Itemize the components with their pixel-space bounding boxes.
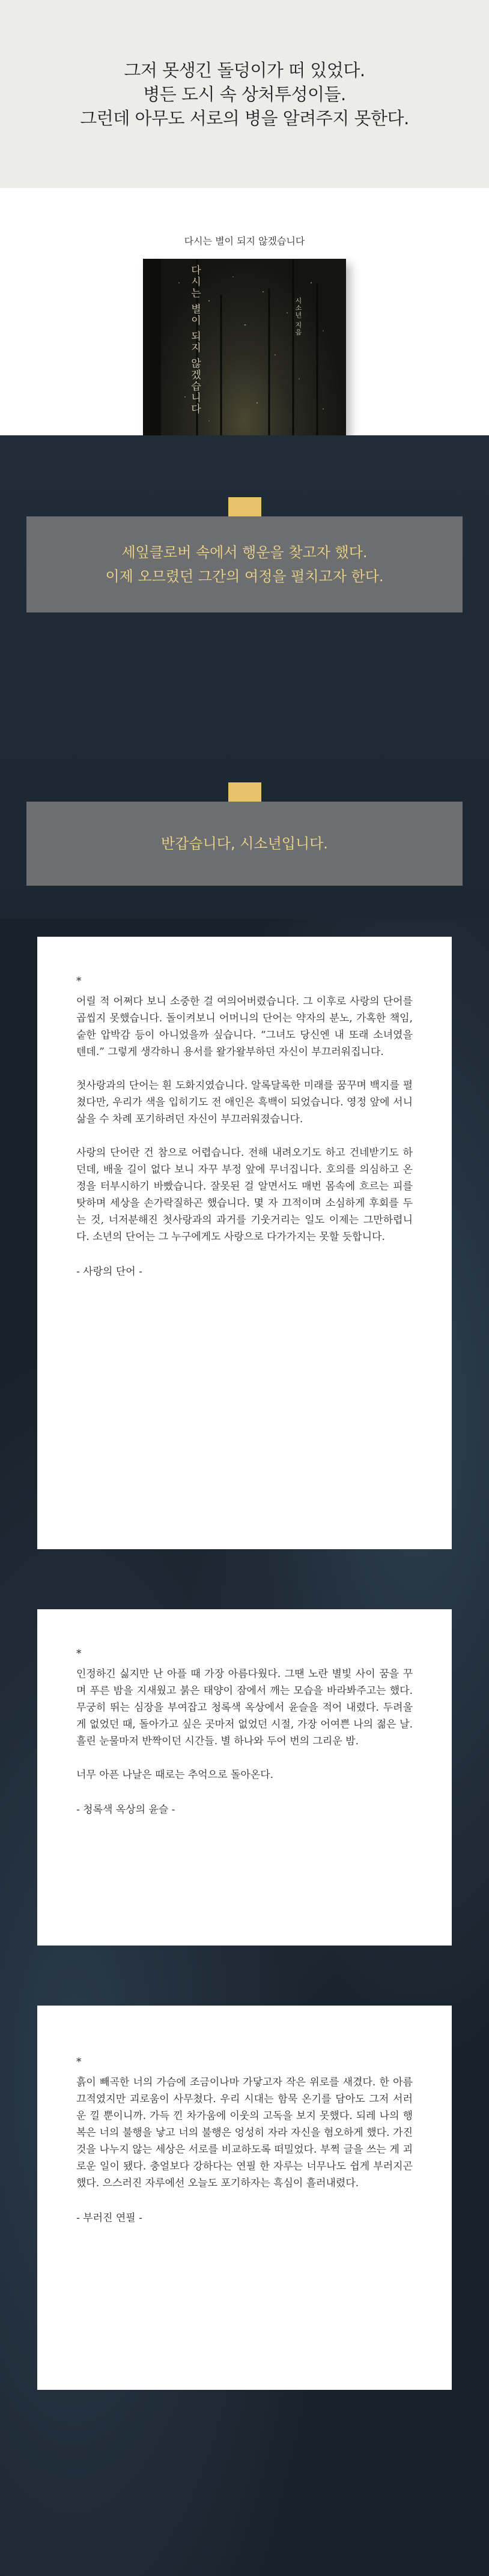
book-title: 다시는 별이 되지 않겠습니다 (184, 235, 305, 247)
banner-band (26, 516, 463, 612)
intro-section (0, 0, 489, 188)
greeting-text: 반갑습니다, 시소년입니다. (161, 835, 328, 852)
banner-line-2: 이제 오므렸던 그간의 여정을 펼치고자 한다. (105, 568, 384, 585)
intro-line-3: 그런데 아무도 서로의 병을 알려주지 못한다. (80, 107, 409, 128)
excerpt-paragraph: 사랑의 단어란 건 참으로 어렵습니다. 전해 내려오기도 하고 건네받기도 하던데, 배울 길이 없다 보니 자꾸 부정 앞에 무너집니다. 호의를 의심하고 온정을 터부시하기 바빴습니다. 잘못된 걸 알면서도 매번 몸속에 흐르는 피를 탓하며 세상을 손가락질하곤 했습니다. 몇 자 끄적이며 소심하게 후회를 두는 것, 너저분해진 첫사랑과의 과거를 기웃거리는 일도 이제는 그만하렵니다. 소년의 단어는 그 누구에게도 사랑으로 다가가지는 못할 듯합니다. (76, 1147, 413, 1243)
excerpt-signature: - 사랑의 단어 - (76, 1266, 142, 1278)
banner-line-1: 세잎클로버 속에서 행운을 찾고자 했다. (121, 544, 368, 561)
asterisk-marker: * (76, 2056, 82, 2068)
excerpt-paragraph: 어릴 적 어쩌다 보니 소중한 걸 여의어버렸습니다. 그 이후로 사랑의 단어를 곱씹지 못했습니다. 돌이켜보니 어머니의 단어는 약자의 분노, 가혹한 책임, 숱한 압박감 등이 아니었을까 싶습니다. “그녀도 당신엔 내 또래 소녀였을 텐데.” 그렇게 생각하니 용서를 왈가왈부하던 자신이 부끄러워집니다. (76, 996, 413, 1058)
greeting-band (26, 802, 463, 886)
excerpt-paragraph: 너무 아픈 나날은 때로는 추억으로 돌아온다. (76, 1769, 274, 1781)
excerpt-card (37, 937, 452, 1549)
book-section (0, 188, 489, 435)
asterisk-marker: * (76, 975, 82, 987)
excerpt-paragraph: 흙이 빼곡한 너의 가슴에 조금이나마 가닿고자 작은 위로를 새겼다. 한 아름 끄적였지만 괴로움이 사무쳤다. 우리 시대는 함묵 온기를 담아도 그저 서러운 낄 뿐이니까. 가득 낀 차가움에 이웃의 고독을 보지 못했다. 되레 나의 행복은 너의 불행을 낳고 너의 불행은 엉성히 자라 자신을 혐오하게 했다. 가진 것을 나누지 않는 세상은 서로를 비교하도록 떠밀었다. 부쩍 글을 쓰는 게 괴로운 일이 됐다. 충얼보다 강하다는 연필 한 자루는 너무나도 쉽게 부러지곤 했다. 으스러진 자루에선 오늘도 포기하자는 흑심이 흘러내렸다. (76, 2076, 413, 2189)
cover-author: 시소년 지음 (294, 297, 302, 336)
excerpt-paragraph: 인정하긴 싫지만 난 아플 때 가장 아름다웠다. 그땐 노란 별빛 사이 꿈을 꾸며 푸른 밤을 지새웠고 붉은 태양이 잠에서 깨는 모습을 바라봐주고는 했다. 무궁히 뛰는 심장을 부여잡고 청록색 옥상에서 윤슬을 적어 내렸다. 두려울 게 없었던 때, 돌아가고 싶은 곳마저 없었던 시절, 가장 어여쁜 나의 젊은 날. 흘린 눈물마저 반짝이던 시간들. 별 하나와 두어 번의 그리운 밤. (76, 1668, 413, 1747)
intro-line-1: 그저 못생긴 돌덩이가 떠 있었다. (124, 59, 365, 80)
excerpt-signature: - 부러진 연필 - (76, 2212, 142, 2224)
excerpt-signature: - 청록색 옥상의 윤슬 - (76, 1804, 175, 1816)
asterisk-marker: * (76, 1648, 82, 1660)
excerpt-card (37, 2006, 452, 2390)
message-section (0, 435, 489, 919)
intro-line-2: 병든 도시 속 상처투성이들. (143, 83, 346, 104)
excerpt-card (37, 1609, 452, 1946)
excerpt-paragraph: 첫사랑과의 단어는 흰 도화지였습니다. 알록달록한 미래를 꿈꾸며 백지를 펼쳤다만, 우리가 색을 입히기도 전 애인은 흑백이 되었습니다. 영정 앞에 서니 삶을 수 차례 포기하려던 자신이 부끄러워졌습니다. (76, 1080, 413, 1125)
cover-title: 다시는 별이 되지 않겠습니다 (189, 265, 201, 416)
